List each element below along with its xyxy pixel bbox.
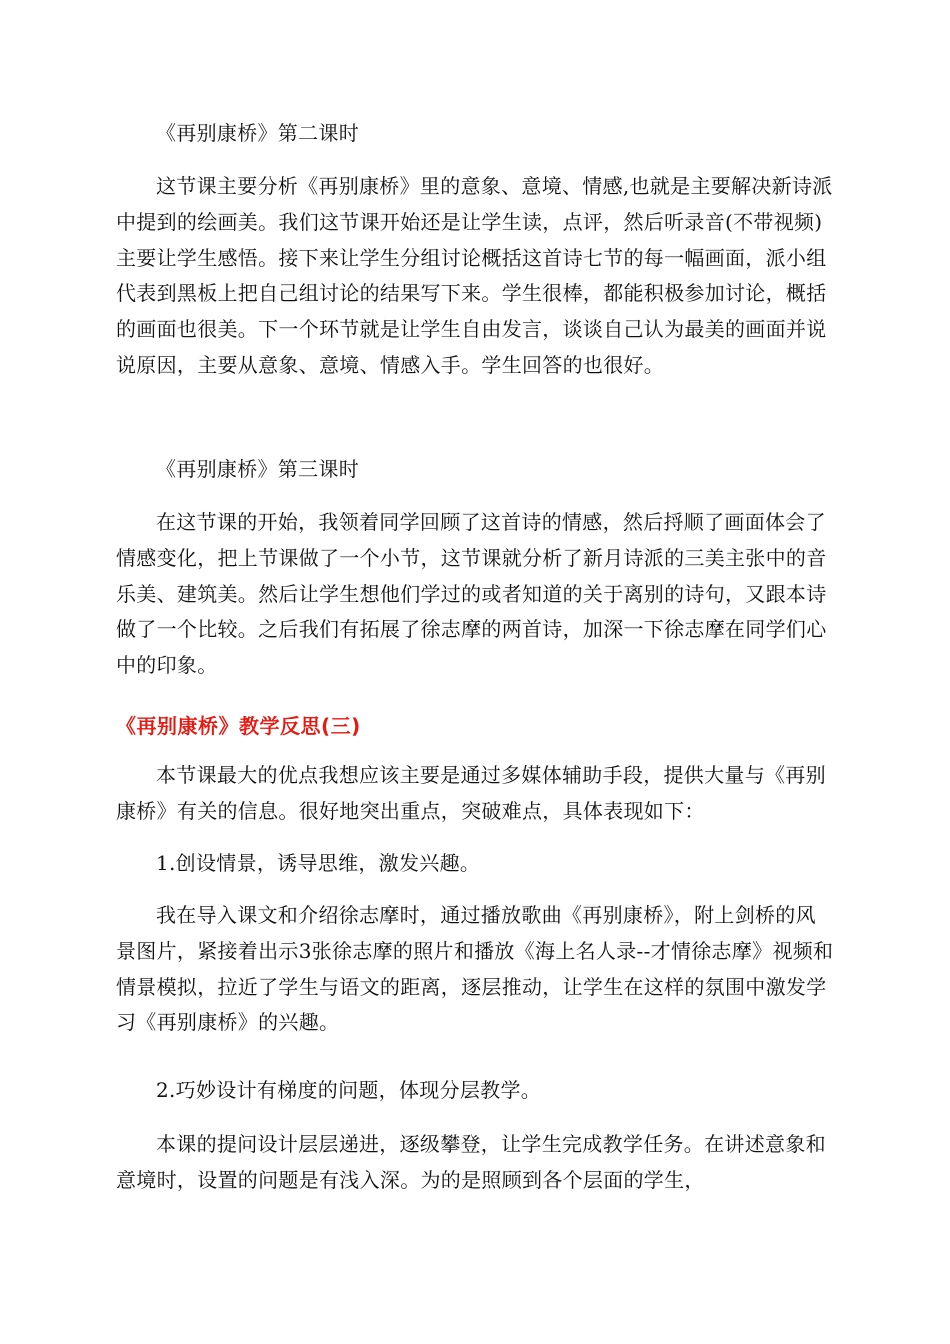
section3-body: 在这节课的开始，我领着同学回顾了这首诗的情感，然后捋顺了画面体会了情感变化，把上节课做了一个小节，这节课就分析了新月诗派的三美主张中的音乐美、建筑美。然后让学生想他们学过的或者知道的关于离别的诗句，又跟本诗做了一个比较。之后我们有拓展了徐志摩的两首诗，加深一下徐志摩在同学们心中的印象。 [116, 510, 827, 678]
point1-title: 1.创设情景，诱导思维，激发兴趣。 [156, 851, 481, 875]
point2-title: 2.巧妙设计有梯度的问题，体现分层教学。 [156, 1078, 542, 1102]
reflection-heading: 《再别康桥》教学反思(三) [116, 714, 361, 738]
point2-body: 本课的提问设计层层递进，逐级攀登，让学生完成教学任务。在讲述意象和意境时，设置的问题是有浅入深。为的是照顾到各个层面的学生， [116, 1132, 826, 1192]
reflection-intro: 本节课最大的优点我想应该主要是通过多媒体辅助手段，提供大量与《再别康桥》有关的信息。很好地突出重点，突破难点，具体表现如下： [116, 763, 826, 823]
section3-title: 《再别康桥》第三课时 [156, 457, 359, 481]
point1-body: 我在导入课文和介绍徐志摩时，通过播放歌曲《再别康桥》，附上剑桥的风景图片，紧接着出示3张徐志摩的照片和播放《海上名人录--才情徐志摩》视频和情景模拟，拉近了学生与语文的距离，逐层推动，让学生在这样的氛围中激发学习《再别康桥》的兴趣。 [116, 903, 834, 1035]
section2-title: 《再别康桥》第二课时 [156, 121, 359, 145]
section2-body: 这节课主要分析《再别康桥》里的意象、意境、情感,也就是主要解决新诗派中提到的绘画美。我们这节课开始还是让学生读，点评，然后听录音(不带视频)主要让学生感悟。接下来让学生分组讨论概括这首诗七节的每一幅画面，派小组代表到黑板上把自己组讨论的结果写下来。学生很棒，都能积极参加讨论，概括的画面也很美。下一个环节就是让学生自由发言，谈谈自己认为最美的画面并说说原因，主要从意象、意境、情感入手。学生回答的也很好。 [116, 174, 833, 377]
